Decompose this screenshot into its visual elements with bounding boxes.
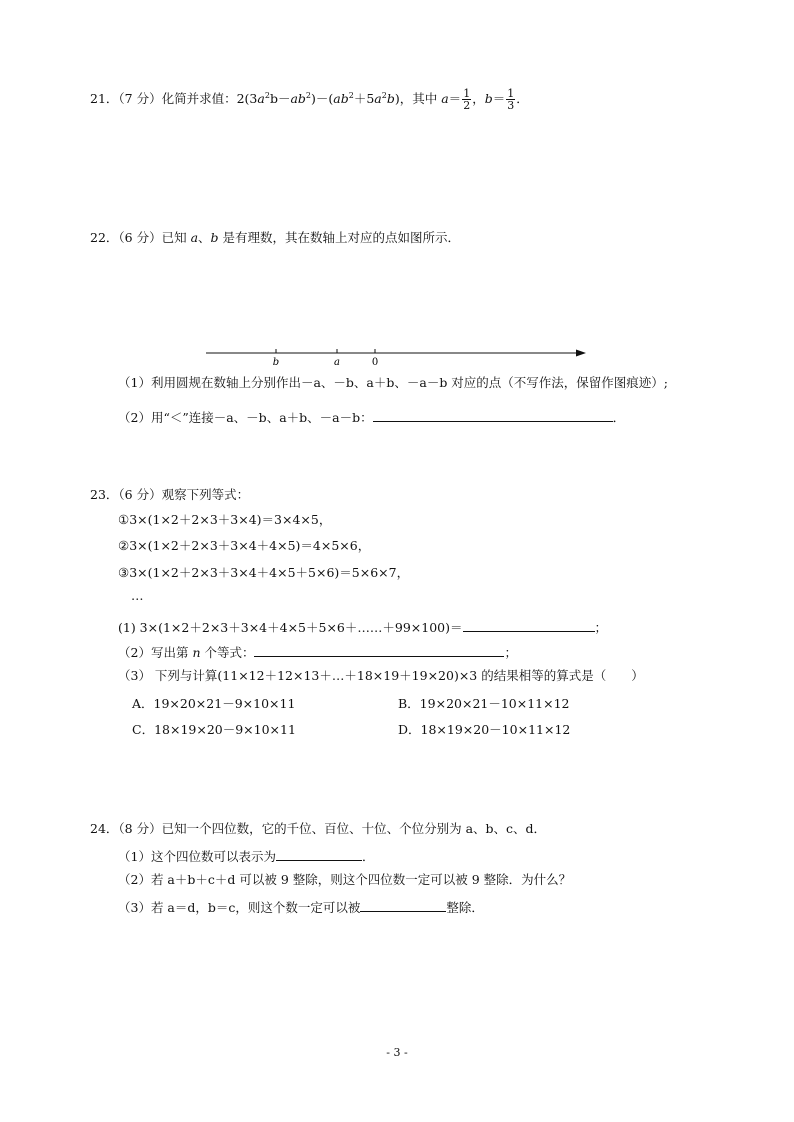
q24-sub3-blank[interactable] xyxy=(360,897,446,912)
q22-label: 22． xyxy=(90,230,119,245)
q23-option-b[interactable]: B．19×20×21－10×11×12 xyxy=(398,696,570,711)
q21-text-pre: 化简并求值：2(3 xyxy=(161,91,258,106)
q22-score: （6 分） xyxy=(118,230,162,245)
q21-b-num: 1 xyxy=(507,87,515,100)
q21-var-b1: b xyxy=(386,91,395,106)
q22-sub2-post: ． xyxy=(612,410,626,425)
q22-intro-post: 是有理数，其在数轴上对应的点如图所示． xyxy=(218,230,461,245)
q21-b-fraction xyxy=(506,88,515,111)
q23-eq1: ①3×(1×2＋2×3＋3×4)＝3×4×5， xyxy=(118,512,332,527)
q24-intro-line xyxy=(90,820,546,838)
q21-var-ab2: ab xyxy=(333,91,349,106)
q21-line xyxy=(90,88,529,111)
q23-sub3: （3） 下列与计算(11×12＋12×13＋…＋18×19＋19×20)×3 的结果相等的算式是（ ） xyxy=(118,668,644,683)
q23-sub2-post: ； xyxy=(504,645,517,660)
q22-var-b: b xyxy=(210,230,219,245)
q22-intro-mid: 、 xyxy=(198,230,211,245)
q21-text-b1: b－ xyxy=(269,91,291,106)
q23-dots: … xyxy=(131,588,144,603)
q21-text-end: )，其中 xyxy=(394,91,442,106)
q21-var-ab1: ab xyxy=(290,91,306,106)
q23-sub2-blank[interactable] xyxy=(254,642,504,657)
q22-sub1: （1）利用圆规在数轴上分别作出－a、－b、a＋b、－a－b 对应的点（不写作法，保留作图痕迹）; xyxy=(118,375,669,390)
q23-sub2-pre: （2）写出第 xyxy=(118,645,193,660)
number-line-arrow-icon xyxy=(576,350,586,357)
q22-intro-line xyxy=(90,229,460,247)
q21-var-a2: a xyxy=(374,91,382,106)
q23-eq2: ②3×(1×2＋2×3＋3×4＋4×5)＝4×5×6， xyxy=(118,538,371,553)
q21-end: ． xyxy=(516,91,529,106)
q23-sub1-line xyxy=(118,617,607,637)
q22-answer-blank[interactable] xyxy=(373,407,613,422)
q23-sub2-n: n xyxy=(192,645,201,660)
q21-score: （7 分） xyxy=(118,91,162,106)
q21-label: 21． xyxy=(90,91,119,106)
q21-sq1: 2 xyxy=(264,90,270,100)
q22-sub2-line xyxy=(118,407,625,427)
q24-sub1-post: ． xyxy=(361,849,375,864)
q23-sub2-mid: 个等式： xyxy=(200,645,255,660)
page-number: - 3 - xyxy=(386,1046,408,1059)
q22-var-a: a xyxy=(190,230,199,245)
q24-sub3-pre: （3）若 a＝d，b＝c，则这个数一定可以被 xyxy=(118,900,361,915)
q23-option-d[interactable]: D．18×19×20－10×11×12 xyxy=(398,722,571,737)
q23-score: （6 分） xyxy=(118,487,162,502)
q23-intro: 观察下列等式： xyxy=(161,487,250,502)
q21-sep: ， xyxy=(472,91,485,106)
q21-a-den: 2 xyxy=(463,99,471,112)
q23-eq3: ③3×(1×2＋2×3＋3×4＋4×5＋5×6)＝5×6×7， xyxy=(118,565,410,580)
q24-sub2: （2）若 a＋b＋c＋d 可以被 9 整除，则这个四位数一定可以被 9 整除．为什么？ xyxy=(118,872,572,887)
q21-b-den: 3 xyxy=(507,99,515,112)
q21-a-eq: ＝ xyxy=(448,91,462,106)
q21-var-a3: a xyxy=(441,91,449,106)
q24-score: （8 分） xyxy=(118,821,162,836)
q24-sub3-line xyxy=(118,897,484,917)
q21-text-mid: )－( xyxy=(311,91,334,106)
q22-intro-pre: 已知 xyxy=(161,230,191,245)
number-line-label-b: b xyxy=(272,357,280,368)
q23-sub2-line xyxy=(118,642,517,662)
q24-intro: 已知一个四位数，它的千位、百位、十位、个位分别为 a、b、c、d． xyxy=(161,821,547,836)
q21-var-a1: a xyxy=(257,91,265,106)
q23-intro-line xyxy=(90,486,249,504)
q23-option-a[interactable]: A．19×20×21－9×10×11 xyxy=(132,696,296,711)
q24-label: 24． xyxy=(90,821,119,836)
q24-sub1-line xyxy=(118,846,374,866)
q22-sub2-pre: （2）用“＜”连接－a、－b、a＋b、－a－b： xyxy=(118,410,373,425)
q21-a-num: 1 xyxy=(463,87,471,100)
q21-sq3: 2 xyxy=(348,90,354,100)
q23-sub1-pre: (1) 3×(1×2＋2×3＋3×4＋4×5＋5×6＋……＋99×100)＝ xyxy=(118,620,463,635)
q23-label: 23． xyxy=(90,487,119,502)
q23-sub1-blank[interactable] xyxy=(463,617,595,632)
q24-sub1-pre: （1）这个四位数可以表示为 xyxy=(118,849,276,864)
q24-sub1-blank[interactable] xyxy=(276,846,362,861)
q23-sub1-post: ； xyxy=(594,620,608,635)
q21-text-b2: ＋5 xyxy=(353,91,375,106)
q24-sub3-post: 整除． xyxy=(446,900,484,915)
q21-a-fraction xyxy=(462,88,471,111)
q21-sq2: 2 xyxy=(305,90,312,100)
q21-sq4: 2 xyxy=(381,90,387,100)
number-line-label-a: a xyxy=(334,357,340,368)
number-line-label-0: 0 xyxy=(371,357,379,368)
q23-option-c[interactable]: C．18×19×20－9×10×11 xyxy=(132,722,296,737)
q21-var-b2: b xyxy=(484,91,493,106)
q21-b-eq: ＝ xyxy=(492,91,506,106)
